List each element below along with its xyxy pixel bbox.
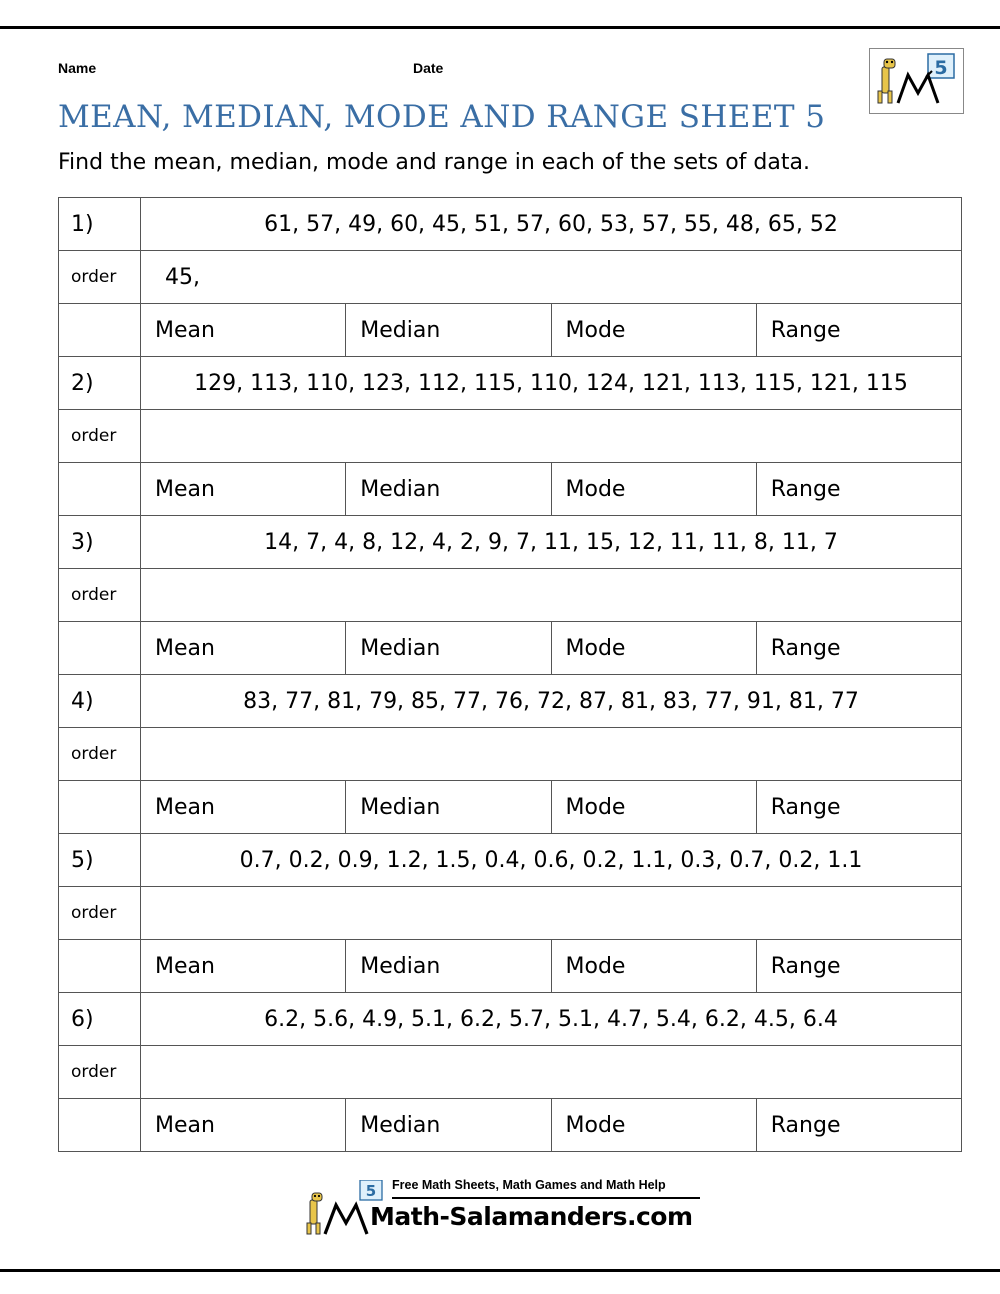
order-label: order bbox=[59, 728, 141, 781]
order-label: order bbox=[59, 569, 141, 622]
order-answer-field[interactable]: 45, bbox=[141, 251, 962, 304]
table-row bbox=[59, 993, 962, 1046]
mode-header: Mode bbox=[551, 304, 756, 357]
range-header: Range bbox=[756, 1099, 961, 1152]
blank-cell bbox=[59, 304, 141, 357]
order-answer-field[interactable] bbox=[141, 1046, 962, 1099]
median-header: Median bbox=[346, 1099, 551, 1152]
median-header: Median bbox=[346, 940, 551, 993]
table-row bbox=[59, 1046, 962, 1099]
top-divider bbox=[0, 26, 1000, 29]
table-row bbox=[59, 1099, 962, 1152]
range-header: Range bbox=[756, 304, 961, 357]
table-row bbox=[59, 675, 962, 728]
question-number: 4) bbox=[59, 675, 141, 728]
question-number: 5) bbox=[59, 834, 141, 887]
table-row bbox=[59, 940, 962, 993]
mode-header: Mode bbox=[551, 622, 756, 675]
question-data: 129, 113, 110, 123, 112, 115, 110, 124, 121, 113, 115, 121, 115 bbox=[141, 357, 962, 410]
page-title: MEAN, MEDIAN, MODE AND RANGE SHEET 5 bbox=[58, 99, 826, 135]
median-header: Median bbox=[346, 304, 551, 357]
range-header: Range bbox=[756, 622, 961, 675]
footer-divider bbox=[392, 1197, 700, 1199]
question-number: 1) bbox=[59, 198, 141, 251]
mode-header: Mode bbox=[551, 1099, 756, 1152]
question-data: 0.7, 0.2, 0.9, 1.2, 1.5, 0.4, 0.6, 0.2, 1.1, 0.3, 0.7, 0.2, 1.1 bbox=[141, 834, 962, 887]
date-label: Date bbox=[413, 60, 444, 76]
table-row bbox=[59, 304, 962, 357]
blank-cell bbox=[59, 463, 141, 516]
mode-header: Mode bbox=[551, 781, 756, 834]
meta-row bbox=[58, 48, 962, 74]
blank-cell bbox=[59, 1099, 141, 1152]
question-data: 14, 7, 4, 8, 12, 4, 2, 9, 7, 11, 15, 12, 11, 11, 8, 11, 7 bbox=[141, 516, 962, 569]
range-header: Range bbox=[756, 781, 961, 834]
svg-text:5: 5 bbox=[365, 1182, 377, 1200]
table-row bbox=[59, 463, 962, 516]
blank-cell bbox=[59, 781, 141, 834]
questions-table bbox=[58, 197, 962, 1152]
table-row bbox=[59, 834, 962, 887]
table-row bbox=[59, 410, 962, 463]
question-number: 2) bbox=[59, 357, 141, 410]
table-row bbox=[59, 622, 962, 675]
blank-cell bbox=[59, 622, 141, 675]
footer-tagline: Free Math Sheets, Math Games and Math Help bbox=[392, 1178, 666, 1192]
order-label: order bbox=[59, 887, 141, 940]
mean-header: Mean bbox=[141, 463, 346, 516]
question-data: 6.2, 5.6, 4.9, 5.1, 6.2, 5.7, 5.1, 4.7, 5.4, 6.2, 4.5, 6.4 bbox=[141, 993, 962, 1046]
instruction-text: Find the mean, median, mode and range in each of the sets of data. bbox=[58, 150, 810, 176]
median-header: Median bbox=[346, 463, 551, 516]
mode-header: Mode bbox=[551, 463, 756, 516]
order-answer-field[interactable] bbox=[141, 728, 962, 781]
bottom-divider bbox=[0, 1269, 1000, 1272]
range-header: Range bbox=[756, 940, 961, 993]
footer bbox=[0, 1172, 1000, 1254]
question-number: 3) bbox=[59, 516, 141, 569]
order-label: order bbox=[59, 251, 141, 304]
mean-header: Mean bbox=[141, 940, 346, 993]
table-row bbox=[59, 728, 962, 781]
mean-header: Mean bbox=[141, 781, 346, 834]
question-data: 61, 57, 49, 60, 45, 51, 57, 60, 53, 57, 55, 48, 65, 52 bbox=[141, 198, 962, 251]
mode-header: Mode bbox=[551, 940, 756, 993]
blank-cell bbox=[59, 940, 141, 993]
order-label: order bbox=[59, 410, 141, 463]
question-number: 6) bbox=[59, 993, 141, 1046]
table-row bbox=[59, 781, 962, 834]
order-answer-field[interactable] bbox=[141, 887, 962, 940]
table-row bbox=[59, 516, 962, 569]
table-row bbox=[59, 251, 962, 304]
median-header: Median bbox=[346, 622, 551, 675]
mean-header: Mean bbox=[141, 304, 346, 357]
range-header: Range bbox=[756, 463, 961, 516]
mean-header: Mean bbox=[141, 1099, 346, 1152]
footer-url[interactable]: Math-Salamanders.com bbox=[370, 1202, 693, 1231]
table-row bbox=[59, 569, 962, 622]
order-label: order bbox=[59, 1046, 141, 1099]
table-row bbox=[59, 357, 962, 410]
table-row bbox=[59, 198, 962, 251]
question-data: 83, 77, 81, 79, 85, 77, 76, 72, 87, 81, 83, 77, 91, 81, 77 bbox=[141, 675, 962, 728]
mean-header: Mean bbox=[141, 622, 346, 675]
order-answer-field[interactable] bbox=[141, 569, 962, 622]
svg-text:5: 5 bbox=[934, 57, 948, 79]
table-row bbox=[59, 887, 962, 940]
name-label: Name bbox=[58, 60, 97, 76]
order-answer-field[interactable] bbox=[141, 410, 962, 463]
worksheet-content bbox=[58, 48, 962, 1152]
median-header: Median bbox=[346, 781, 551, 834]
